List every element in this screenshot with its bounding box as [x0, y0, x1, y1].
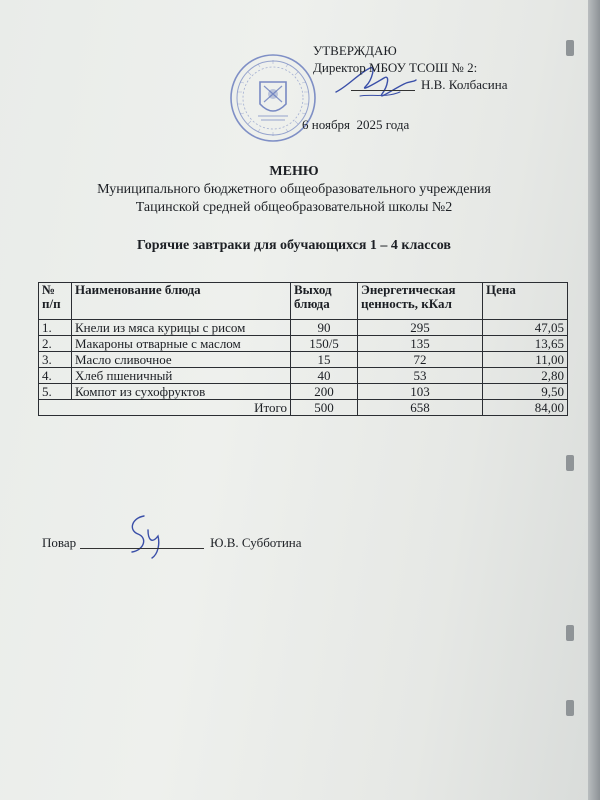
row-energy: 72 — [358, 352, 483, 368]
row-name: Масло сливочное — [72, 352, 291, 368]
row-name: Хлеб пшеничный — [72, 368, 291, 384]
row-num: 4. — [39, 368, 72, 384]
row-num: 3. — [39, 352, 72, 368]
approval-heading: УТВЕРЖДАЮ — [313, 43, 397, 58]
table-total-row — [39, 400, 568, 416]
table-row — [39, 320, 568, 336]
row-output: 150/5 — [291, 336, 358, 352]
cook-name: Ю.В. Субботина — [210, 535, 302, 550]
row-name: Макароны отварные с маслом — [72, 336, 291, 352]
row-output: 40 — [291, 368, 358, 384]
row-output: 90 — [291, 320, 358, 336]
row-energy: 103 — [358, 384, 483, 400]
organization-line-1: Муниципального бюджетного общеобразовательного учреждения — [97, 182, 491, 197]
binder-clip — [566, 700, 574, 716]
date-day: 6 — [302, 117, 309, 132]
header-num: № п/п — [39, 283, 72, 320]
approval-block — [313, 43, 508, 92]
approval-signature-line — [351, 77, 508, 93]
table-header-row — [39, 283, 568, 320]
approval-position: Директор МБОУ ТСОШ № 2: — [313, 60, 478, 75]
document-title: МЕНЮ — [269, 164, 319, 179]
organization-line-2: Тацинской средней общеобразовательной школы №2 — [135, 200, 453, 215]
binder-clip — [566, 455, 574, 471]
page-edge-shadow — [588, 0, 600, 800]
approval-date — [302, 117, 409, 133]
cook-label: Повар — [42, 535, 77, 550]
date-year: 2025 года — [356, 117, 410, 132]
cook-signature-line — [42, 535, 302, 551]
row-price: 47,05 — [483, 320, 568, 336]
document-subtitle: Горячие завтраки для обучающихся 1 – 4 классов — [137, 238, 451, 253]
binder-clip — [566, 625, 574, 641]
signature-underline — [351, 90, 415, 91]
row-energy: 135 — [358, 336, 483, 352]
row-energy: 53 — [358, 368, 483, 384]
date-month: ноября — [311, 117, 351, 132]
row-num: 1. — [39, 320, 72, 336]
table-row — [39, 336, 568, 352]
cook-signature-underline — [80, 548, 204, 549]
row-name: Компот из сухофруктов — [72, 384, 291, 400]
table-row — [39, 384, 568, 400]
row-price: 9,50 — [483, 384, 568, 400]
cook-signature — [122, 508, 170, 560]
header-output: Выход блюда — [291, 283, 358, 320]
table-row — [39, 368, 568, 384]
menu-table — [38, 282, 568, 416]
total-price: 84,00 — [483, 400, 568, 416]
row-output: 200 — [291, 384, 358, 400]
total-energy: 658 — [358, 400, 483, 416]
row-num: 2. — [39, 336, 72, 352]
row-output: 15 — [291, 352, 358, 368]
header-energy: Энергетическая ценность, кКал — [358, 283, 483, 320]
approval-signatory: Н.В. Колбасина — [421, 77, 508, 92]
row-energy: 295 — [358, 320, 483, 336]
row-price: 11,00 — [483, 352, 568, 368]
total-output: 500 — [291, 400, 358, 416]
row-price: 2,80 — [483, 368, 568, 384]
row-name: Кнели из мяса курицы с рисом — [72, 320, 291, 336]
row-num: 5. — [39, 384, 72, 400]
header-name: Наименование блюда — [72, 283, 291, 320]
row-price: 13,65 — [483, 336, 568, 352]
header-price: Цена — [483, 283, 568, 320]
binder-clip — [566, 40, 574, 56]
total-label: Итого — [39, 400, 291, 416]
table-row — [39, 352, 568, 368]
